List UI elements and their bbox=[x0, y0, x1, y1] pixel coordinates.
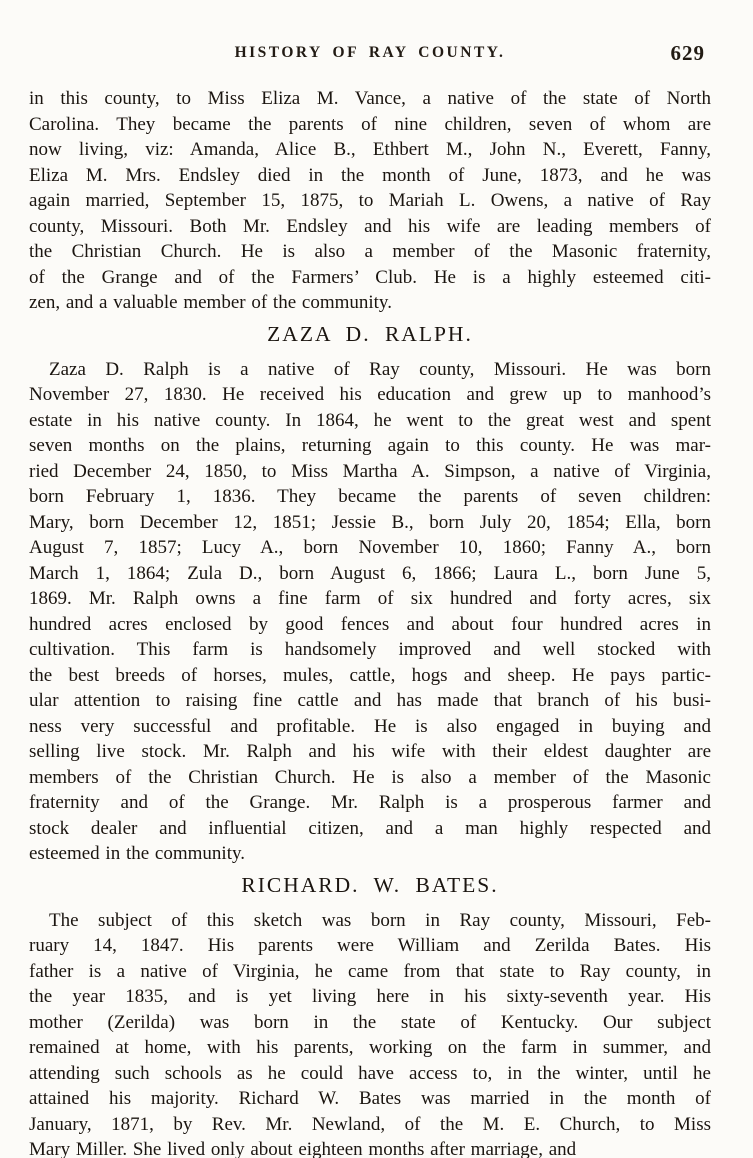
text-line: fraternity and of the Grange. Mr. Ralph is a prosperous farmer and bbox=[29, 792, 711, 813]
text-line: zen, and a valuable member of the community. bbox=[29, 292, 392, 313]
section-heading-ralph: ZAZA D. RALPH. bbox=[267, 321, 473, 346]
text-line: ruary 14, 1847. His parents were William and Zerilda Bates. His bbox=[29, 935, 711, 956]
text-line: Eliza M. Mrs. Endsley died in the month of June, 1873, and he was bbox=[29, 164, 711, 186]
section-heading-bates: RICHARD. W. BATES. bbox=[241, 872, 499, 897]
text-line: November 27, 1830. He received his education and grew up to manhood’s bbox=[29, 384, 711, 405]
text-line: the Christian Church. He is also a member of the Masonic fraternity, bbox=[29, 241, 711, 262]
text-line: attained his majority. Richard W. Bates was married in the month of bbox=[29, 1088, 711, 1109]
text-line: remained at home, with his parents, working on the farm in summer, and bbox=[29, 1037, 711, 1058]
text-line: 1869. Mr. Ralph owns a fine farm of six hundred and forty acres, six bbox=[29, 588, 711, 609]
text-line: The subject of this sketch was born in Ray county, Missouri, Feb- bbox=[49, 909, 711, 931]
paragraph-ralph bbox=[29, 357, 711, 867]
text-line: father is a native of Virginia, he came from that state to Ray county, in bbox=[29, 960, 711, 982]
text-line: of the Grange and of the Farmers’ Club. He is a highly esteemed citi- bbox=[29, 266, 711, 288]
text-line: attending such schools as he could have access to, in the winter, until he bbox=[29, 1062, 711, 1084]
text-line: again married, September 15, 1875, to Mariah L. Owens, a native of Ray bbox=[29, 190, 711, 211]
text-line: now living, viz: Amanda, Alice B., Ethbert M., John N., Everett, Fanny, bbox=[29, 139, 711, 160]
text-line: stock dealer and influential citizen, and a man highly respected and bbox=[29, 817, 711, 839]
text-line: seven months on the plains, returning again to this county. He was mar- bbox=[29, 435, 711, 456]
page-number: 629 bbox=[670, 41, 705, 65]
text-line: March 1, 1864; Zula D., born August 6, 1866; Laura L., born June 5, bbox=[29, 562, 711, 584]
text-line: ular attention to raising fine cattle and has made that branch of his busi- bbox=[29, 690, 711, 711]
text-line: the year 1835, and is yet living here in his sixty-seventh year. His bbox=[29, 986, 711, 1007]
text-line: in this county, to Miss Eliza M. Vance, a native of the state of North bbox=[29, 88, 711, 109]
text-line: ried December 24, 1850, to Miss Martha A. Simpson, a native of Virginia, bbox=[29, 460, 711, 482]
text-line: Zaza D. Ralph is a native of Ray county, Missouri. He was born bbox=[49, 358, 711, 380]
text-line: hundred acres enclosed by good fences and about four hundred acres in bbox=[29, 613, 711, 635]
text-line: born February 1, 1836. They became the parents of seven children: bbox=[29, 486, 711, 507]
text-line: county, Missouri. Both Mr. Endsley and his wife are leading members of bbox=[29, 215, 711, 237]
text-line: Carolina. They became the parents of nine children, seven of whom are bbox=[29, 113, 711, 135]
text-line: members of the Christian Church. He is also a member of the Masonic bbox=[29, 766, 711, 788]
paragraph-endsley bbox=[29, 86, 711, 316]
text-line: esteemed in the community. bbox=[29, 843, 245, 864]
text-line: August 7, 1857; Lucy A., born November 10, 1860; Fanny A., born bbox=[29, 537, 711, 558]
running-header-title: HISTORY OF RAY COUNTY. bbox=[234, 44, 506, 61]
running-header bbox=[29, 41, 711, 70]
text-line: ness very successful and profitable. He is also engaged in buying and bbox=[29, 715, 711, 737]
text-line: January, 1871, by Rev. Mr. Newland, of the M. E. Church, to Miss bbox=[29, 1113, 711, 1135]
text-line: Mary Miller. She lived only about eighteen months after marriage, and bbox=[29, 1139, 577, 1158]
text-line: cultivation. This farm is handsomely improved and well stocked with bbox=[29, 639, 711, 660]
text-line: the best breeds of horses, mules, cattle, hogs and sheep. He pays partic- bbox=[29, 664, 711, 686]
text-line: Mary, born December 12, 1851; Jessie B., born July 20, 1854; Ella, born bbox=[29, 511, 711, 533]
paragraph-bates bbox=[29, 908, 711, 1158]
text-line: mother (Zerilda) was born in the state of Kentucky. Our subject bbox=[29, 1011, 711, 1033]
text-line: selling live stock. Mr. Ralph and his wife with their eldest daughter are bbox=[29, 741, 711, 762]
text-line: estate in his native county. In 1864, he went to the great west and spent bbox=[29, 409, 711, 431]
